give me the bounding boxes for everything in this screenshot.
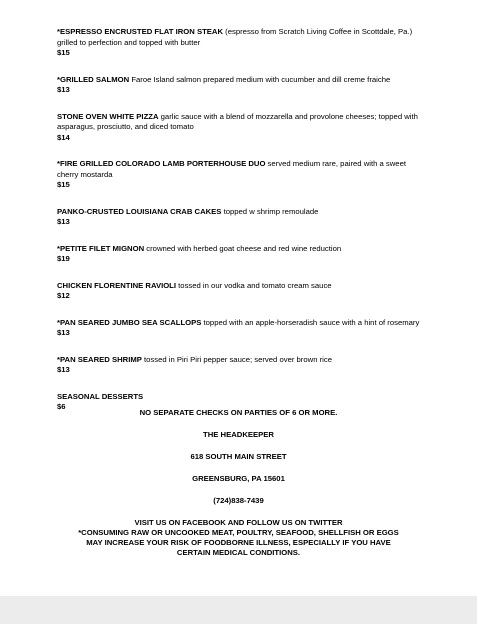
food-warning-line-2: MAY INCREASE YOUR RISK OF FOODBORNE ILLNESS, ESPECIALLY IF YOU HAVE — [86, 538, 391, 547]
menu-item-description: crowned with herbed goat cheese and red wine reduction — [144, 243, 342, 253]
menu-item-name: *ESPRESSO ENCRUSTED FLAT IRON STEAK — [57, 27, 224, 36]
menu-item — [57, 159, 429, 191]
menu-item-name: *PETITE FILET MIGNON — [57, 243, 145, 253]
menu-item-description: topped w shrimp remoulade — [221, 206, 319, 216]
menu-item-price: $19 — [57, 254, 70, 263]
menu-item — [57, 318, 429, 339]
menu-item — [57, 207, 429, 228]
viewer-background-strip — [0, 596, 477, 624]
menu-item — [57, 244, 429, 265]
menu-item — [57, 112, 429, 144]
food-warning-line-3: CERTAIN MEDICAL CONDITIONS. — [176, 548, 301, 557]
menu-item-description: tossed in Piri Piri pepper sauce; served over brown rice — [141, 354, 332, 364]
menu-item-name: PANKO-CRUSTED LOUISIANA CRAB CAKES — [57, 206, 222, 216]
restaurant-name: THE HEADKEEPER — [203, 430, 274, 439]
address-city: GREENSBURG, PA 15601 — [192, 474, 285, 483]
menu-footer — [40, 408, 437, 558]
address-street: 618 SOUTH MAIN STREET — [190, 452, 287, 461]
menu-item-price: $13 — [57, 85, 70, 94]
phone-number: (724)838-7439 — [213, 496, 264, 505]
menu-item-price: $14 — [57, 132, 70, 142]
social-notice: VISIT US ON FACEBOOK AND FOLLOW US ON TWITTER — [134, 518, 343, 527]
menu-item-name: *FIRE GRILLED COLORADO LAMB PORTERHOUSE DUO — [57, 159, 266, 168]
menu-item — [57, 75, 429, 96]
menu-item-price: $12 — [57, 291, 70, 300]
menu-item-price: $15 — [57, 48, 70, 57]
menu-item-name: *GRILLED SALMON — [57, 74, 130, 84]
menu-item-description: tossed in our vodka and tomato cream sauce — [176, 280, 332, 290]
menu-item-description: garlic sauce with a blend of mozzarella and provolone cheeses; topped with asparagus, prosciutto, and diced tomato — [57, 111, 418, 131]
menu-item-name: *PAN SEARED JUMBO SEA SCALLOPS — [57, 317, 202, 327]
menu-item-description: (espresso from Scratch Living Coffee in Scottdale, Pa.) grilled to perfection and topped with butter — [57, 27, 413, 47]
menu-item — [57, 355, 429, 376]
menu-item-price: $13 — [57, 217, 70, 226]
menu-item-price: $15 — [57, 180, 70, 189]
menu-item-description: Faroe Island salmon prepared medium with cucumber and dill creme fraiche — [129, 74, 391, 84]
menu-item-description: topped with an apple-horseradish sauce with a hint of rosemary — [201, 317, 420, 327]
checks-notice: NO SEPARATE CHECKS ON PARTIES OF 6 OR MORE. — [139, 408, 338, 417]
menu-item-name: STONE OVEN WHITE PIZZA — [57, 111, 159, 121]
food-warning-line-1: *CONSUMING RAW OR UNCOOKED MEAT, POULTRY, SEAFOOD, SHELLFISH OR EGGS — [78, 528, 399, 537]
menu-item-list — [57, 27, 429, 429]
menu-item-name: SEASONAL DESSERTS — [57, 391, 144, 401]
menu-item-price: $13 — [57, 328, 70, 337]
menu-item-price: $6 — [57, 402, 66, 411]
menu-item-description: served medium rare, paired with a sweet cherry mostarda — [57, 159, 406, 179]
menu-item — [57, 27, 429, 59]
menu-item-name: CHICKEN FLORENTINE RAVIOLI — [57, 280, 177, 290]
menu-item-name: *PAN SEARED SHRIMP — [57, 354, 142, 364]
menu-item — [57, 281, 429, 302]
menu-item-price: $13 — [57, 365, 70, 374]
